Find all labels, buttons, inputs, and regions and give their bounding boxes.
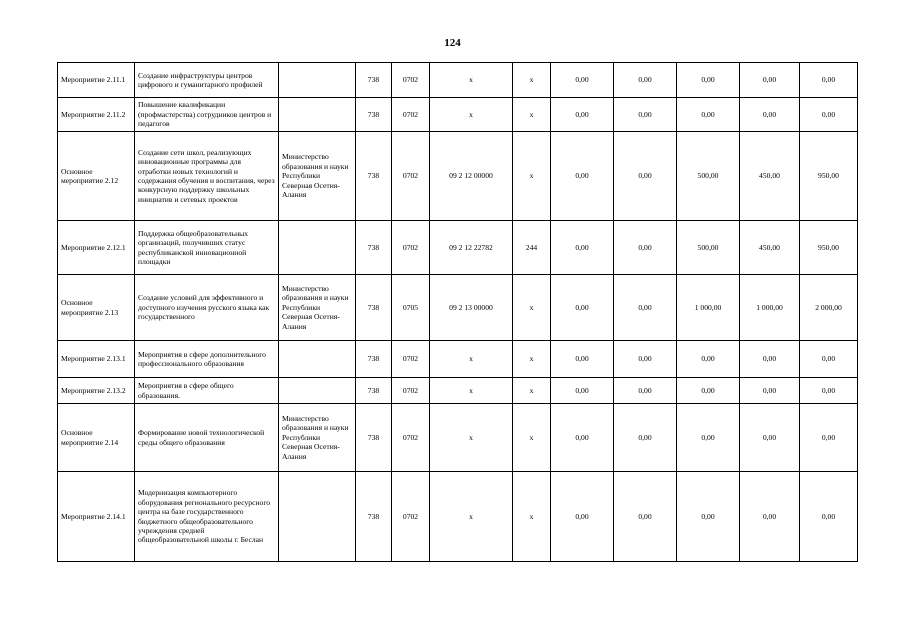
rzpr-cell: 0702 [392, 63, 430, 98]
row-executor-cell [279, 472, 356, 562]
vr-cell: х [513, 341, 551, 378]
value-cell: 0,00 [551, 341, 614, 378]
value-cell: 0,00 [800, 341, 858, 378]
table-row [58, 63, 858, 98]
value-cell: 950,00 [800, 132, 858, 221]
value-cell: 0,00 [800, 472, 858, 562]
table-row [58, 404, 858, 472]
value-cell: 950,00 [800, 221, 858, 275]
vr-cell: 244 [513, 221, 551, 275]
value-cell: 0,00 [614, 275, 677, 341]
value-cell: 0,00 [740, 472, 800, 562]
value-cell: 450,00 [740, 132, 800, 221]
row-type-cell: Мероприятие 2.11.2 [58, 98, 135, 132]
csr-cell: х [430, 404, 513, 472]
row-type-cell: Мероприятие 2.14.1 [58, 472, 135, 562]
row-name-cell: Формирование новой технологической среды общего образования [135, 404, 279, 472]
value-cell: 500,00 [677, 221, 740, 275]
value-cell: 0,00 [614, 341, 677, 378]
value-cell: 0,00 [800, 63, 858, 98]
grbs-cell: 738 [356, 221, 392, 275]
value-cell: 0,00 [740, 404, 800, 472]
row-type-cell: Мероприятие 2.12.1 [58, 221, 135, 275]
value-cell: 1 000,00 [677, 275, 740, 341]
row-executor-cell [279, 378, 356, 404]
value-cell: 0,00 [677, 404, 740, 472]
value-cell: 0,00 [800, 98, 858, 132]
value-cell: 0,00 [677, 341, 740, 378]
vr-cell: х [513, 404, 551, 472]
vr-cell: х [513, 98, 551, 132]
grbs-cell: 738 [356, 132, 392, 221]
value-cell: 0,00 [740, 378, 800, 404]
row-type-cell: Основное мероприятие 2.13 [58, 275, 135, 341]
value-cell: 450,00 [740, 221, 800, 275]
rzpr-cell: 0702 [392, 378, 430, 404]
page-number: 124 [444, 37, 461, 49]
grbs-cell: 738 [356, 472, 392, 562]
grbs-cell: 738 [356, 404, 392, 472]
row-type-cell: Мероприятие 2.11.1 [58, 63, 135, 98]
row-name-cell: Мероприятия в сфере дополнительного профессионального образования [135, 341, 279, 378]
row-type-cell: Мероприятие 2.13.2 [58, 378, 135, 404]
value-cell: 500,00 [677, 132, 740, 221]
value-cell: 0,00 [614, 221, 677, 275]
csr-cell: х [430, 98, 513, 132]
vr-cell: х [513, 378, 551, 404]
row-name-cell: Поддержка общеобразовательных организаций, получивших статус республиканской инновационной площадки [135, 221, 279, 275]
vr-cell: х [513, 132, 551, 221]
row-executor-cell: Министерство образования и науки Республики Северная Осетия-Алания [279, 132, 356, 221]
row-executor-cell [279, 221, 356, 275]
csr-cell: х [430, 341, 513, 378]
value-cell: 0,00 [551, 221, 614, 275]
rzpr-cell: 0702 [392, 132, 430, 221]
row-name-cell: Повышение квалификации (профмастерства) сотрудников центров и педагогов [135, 98, 279, 132]
row-name-cell: Создание условий для эффективного и доступного изучения русского языка как государственного [135, 275, 279, 341]
value-cell: 0,00 [551, 63, 614, 98]
table-row [58, 378, 858, 404]
table-body [58, 63, 858, 562]
table-row [58, 275, 858, 341]
value-cell: 2 000,00 [800, 275, 858, 341]
grbs-cell: 738 [356, 275, 392, 341]
grbs-cell: 738 [356, 98, 392, 132]
table-row [58, 132, 858, 221]
value-cell: 0,00 [614, 404, 677, 472]
value-cell: 0,00 [551, 472, 614, 562]
rzpr-cell: 0702 [392, 221, 430, 275]
rzpr-cell: 0702 [392, 98, 430, 132]
value-cell: 0,00 [614, 472, 677, 562]
csr-cell: 09 2 12 22782 [430, 221, 513, 275]
value-cell: 0,00 [740, 63, 800, 98]
grbs-cell: 738 [356, 378, 392, 404]
vr-cell: х [513, 63, 551, 98]
row-type-cell: Основное мероприятие 2.14 [58, 404, 135, 472]
budget-table [57, 62, 858, 562]
csr-cell: 09 2 12 00000 [430, 132, 513, 221]
rzpr-cell: 0702 [392, 341, 430, 378]
row-executor-cell [279, 341, 356, 378]
value-cell: 0,00 [551, 98, 614, 132]
rzpr-cell: 0705 [392, 275, 430, 341]
row-type-cell: Основное мероприятие 2.12 [58, 132, 135, 221]
value-cell: 0,00 [614, 98, 677, 132]
table-row [58, 472, 858, 562]
table-row [58, 341, 858, 378]
value-cell: 0,00 [614, 378, 677, 404]
row-name-cell: Мероприятия в сфере общего образования. [135, 378, 279, 404]
value-cell: 0,00 [677, 98, 740, 132]
grbs-cell: 738 [356, 63, 392, 98]
row-executor-cell: Министерство образования и науки Республики Северная Осетия-Алания [279, 404, 356, 472]
row-executor-cell [279, 63, 356, 98]
value-cell: 0,00 [614, 132, 677, 221]
value-cell: 1 000,00 [740, 275, 800, 341]
value-cell: 0,00 [800, 404, 858, 472]
value-cell: 0,00 [614, 63, 677, 98]
row-name-cell: Создание инфраструктуры центров цифрового и гуманитарного профилей [135, 63, 279, 98]
value-cell: 0,00 [677, 63, 740, 98]
value-cell: 0,00 [800, 378, 858, 404]
csr-cell: х [430, 472, 513, 562]
grbs-cell: 738 [356, 341, 392, 378]
row-executor-cell: Министерство образования и науки Республики Северная Осетия-Алания [279, 275, 356, 341]
rzpr-cell: 0702 [392, 404, 430, 472]
vr-cell: х [513, 472, 551, 562]
value-cell: 0,00 [740, 341, 800, 378]
value-cell: 0,00 [677, 472, 740, 562]
value-cell: 0,00 [551, 275, 614, 341]
value-cell: 0,00 [551, 378, 614, 404]
value-cell: 0,00 [677, 378, 740, 404]
vr-cell: х [513, 275, 551, 341]
csr-cell: х [430, 63, 513, 98]
row-name-cell: Создание сети школ, реализующих инновационные программы для отработки новых технологий и содержания обучения и воспитания, через конкурсную поддержку школьных инициатив и сетевых проектов [135, 132, 279, 221]
row-type-cell: Мероприятие 2.13.1 [58, 341, 135, 378]
csr-cell: х [430, 378, 513, 404]
row-name-cell: Модернизация компьютерного оборудования регионального ресурсного центра на базе государственного бюджетного общеобразовательного учреждения средней общеобразовательной школы г. Беслан [135, 472, 279, 562]
value-cell: 0,00 [551, 404, 614, 472]
table-row [58, 221, 858, 275]
value-cell: 0,00 [551, 132, 614, 221]
row-executor-cell [279, 98, 356, 132]
value-cell: 0,00 [740, 98, 800, 132]
csr-cell: 09 2 13 00000 [430, 275, 513, 341]
table-row [58, 98, 858, 132]
rzpr-cell: 0702 [392, 472, 430, 562]
